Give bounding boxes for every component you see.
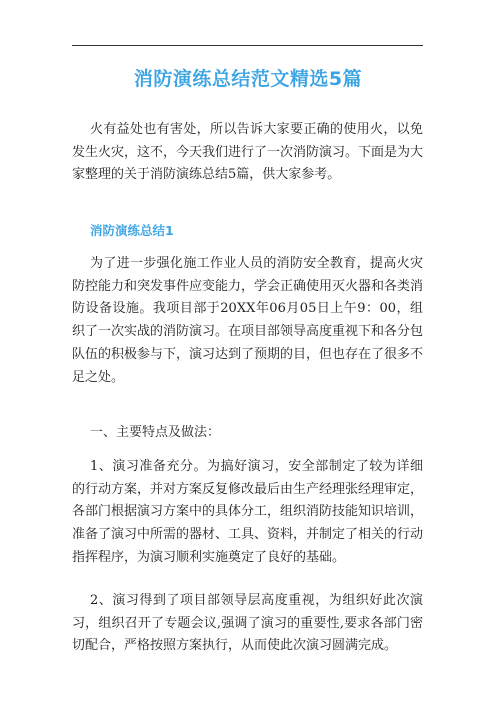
intro-paragraph: 火有益处也有害处，所以告诉大家要正确的使用火，以免发生火灾，这不，今天我们进行了一次消防演习。下面是为大家整理的关于消防演练总结5篇，供大家参考。 <box>72 122 424 183</box>
list-item: 2、演习得到了项目部领导层高度重视，为组织好此次演习，组织召开了专题会议,强调了演习的重要性,要求各部门密切配合，严格按照方案执行，从而使此次演习圆满完成。 <box>72 593 423 654</box>
section-paragraph: 为了进一步强化施工作业人员的消防安全教育，提高火灾防控能力和突发事件应变能力，学会正确使用灭火器和各类消防设备设施。我项目部于20XX年06月05日上午9：00，组织了一次实战的消防演习。在项目部领导高度重视下和各分包队伍的积极参与下，演习达到了预期的目，但也存在了很多不足之处。 <box>72 256 424 385</box>
header-rule <box>72 45 423 46</box>
list-item: 1、演习准备充分。为搞好演习，安全部制定了较为详细的行动方案，并对方案反复修改最后由生产经理张经理审定，各部门根据演习方案中的具体分工，组织消防技能知识培训，准备了演习中所需的器材、工具、资料，并制定了相关的行动指挥程序，为演习顺利实施奠定了良好的基础。 <box>72 459 424 565</box>
document-title: 消防演练总结范文精选5篇 <box>133 68 363 90</box>
section-heading: 消防演练总结1 <box>90 223 174 238</box>
subheading: 一、主要特点及做法： <box>90 425 221 440</box>
